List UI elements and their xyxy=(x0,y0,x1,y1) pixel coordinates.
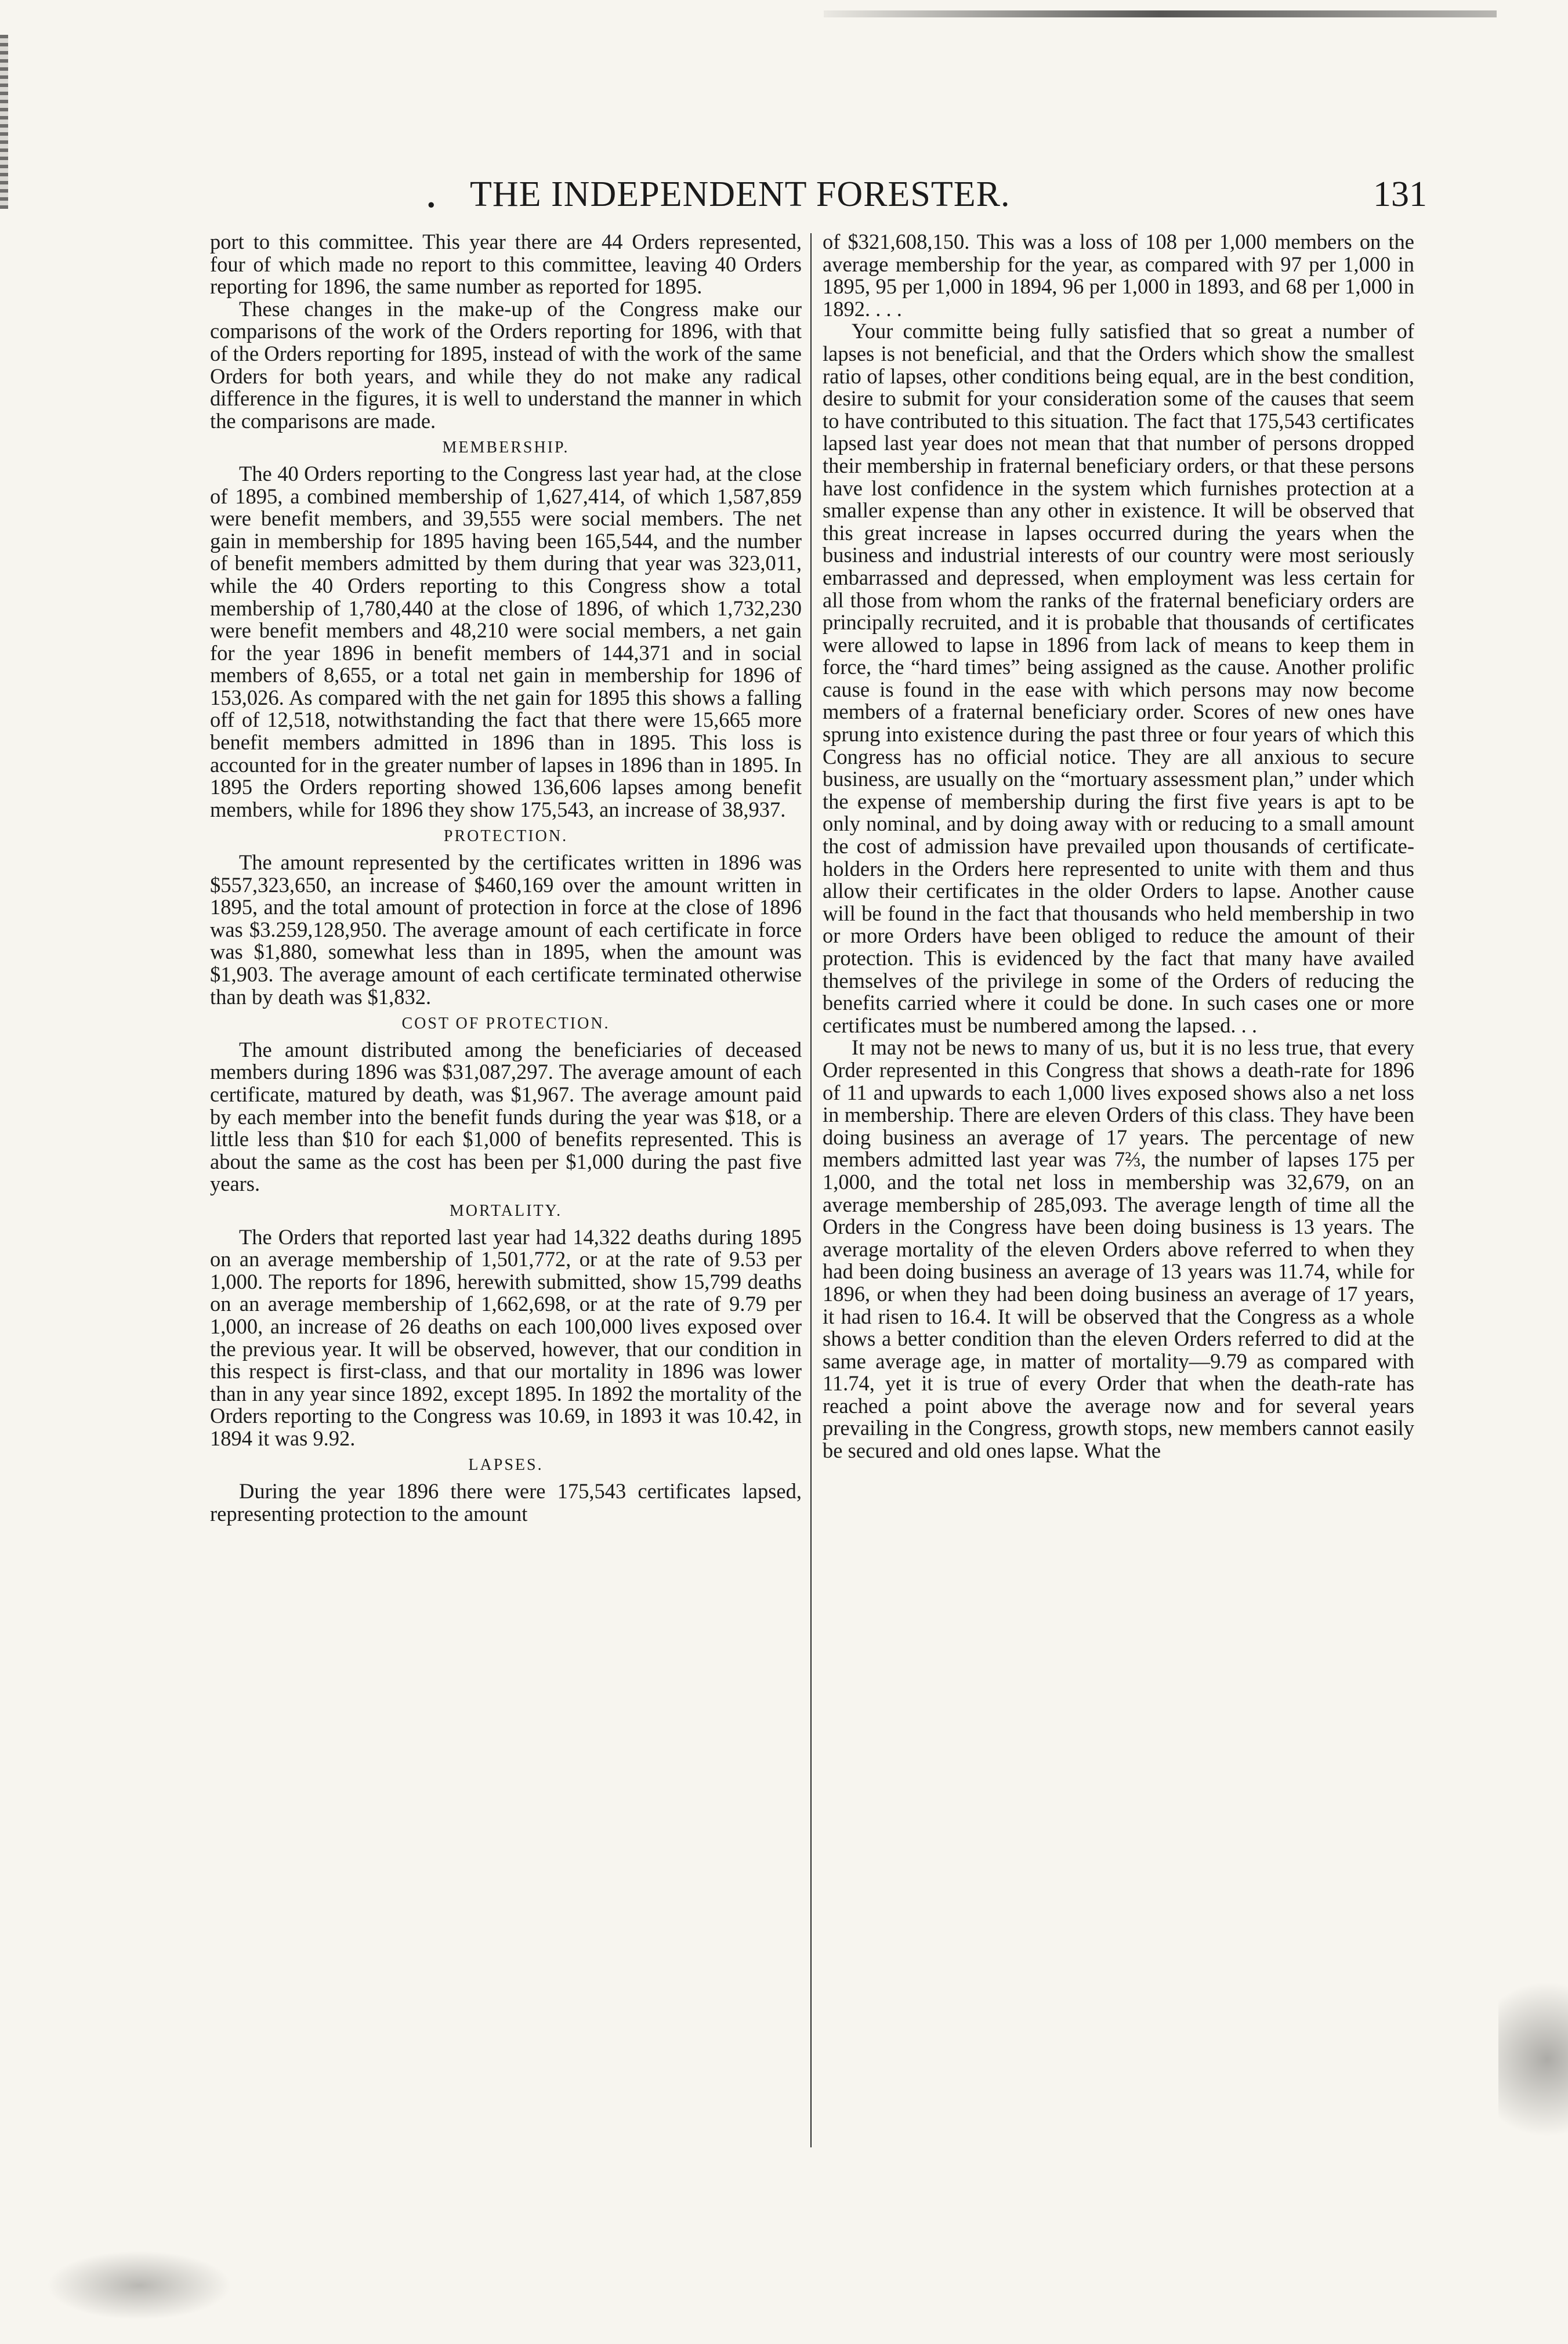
left-column xyxy=(210,231,802,1525)
paragraph: It may not be news to many of us, but it is no less true, that every Order represented in this Congress that shows a death-rate for 1896 of 11 and upwards to each 1,000 lives exposed shows also a net loss in membership. There are eleven Orders of this class. They have been doing business an average of 17 years. The percentage of new members admitted last year was 7⅔, the number of lapses 175 per 1,000, and the total net loss in membership was 32,679, on an average membership of 285,093. The average length of time all the Orders in the Congress have been doing business is 13 years. The average mortality of the eleven Orders above referred to when they had been doing business an average of 13 years was 11.74, while for 1896, or when they had been doing business an average of 17 years, it had risen to 16.4. It will be observed that the Congress as a whole shows a better condition than the eleven Orders referred to did at the same average age, in matter of mortality—9.79 as compared with 11.74, yet it is true of every Order that when the death-rate has reached a point above the average now and for several years prevailing in the Congress, growth stops, new members cannot easily be secured and old ones lapse. What the xyxy=(823,1035,1414,1463)
section-heading-mortality: MORTALITY. xyxy=(449,1201,563,1220)
column-divider xyxy=(810,233,812,2147)
header-dot: . xyxy=(427,177,436,215)
right-column xyxy=(823,231,1414,1462)
section-heading-lapses: LAPSES. xyxy=(468,1456,544,1474)
paragraph: The 40 Orders reporting to the Congress last year had, at the close of 1895, a combined membership of 1,627,414, of which 1,587,859 were benefit members, and 39,555 were social members. The net gain in membership for 1895 having been 165,544, and the number of benefit members admitted by them during that year was 323,011, while the 40 Orders reporting to this Congress show a total membership of 1,780,440 at the close of 1896, of which 1,732,230 were benefit members and 48,210 were social members, a net gain for the year 1896 in benefit members of 144,371 and in social members of 8,655, or a total net gain in membership for 1896 of 153,026. As compared with the net gain for 1895 this shows a falling off of 12,518, notwithstanding the fact that there were 15,665 more benefit members admitted in 1896 than in 1895. This loss is accounted for in the greater number of lapses in 1896 than in 1895. In 1895 the Orders reporting showed 136,606 lapses among benefit members, while for 1896 they show 175,543, an increase of 38,937. xyxy=(210,461,802,821)
left-scan-edge xyxy=(0,35,8,209)
paragraph: The Orders that reported last year had 14,322 deaths during 1895 on an average membership of 1,501,772, or at the rate of 9.53 per 1,000. The reports for 1896, herewith submitted, show 15,799 deaths on an average membership of 1,662,698, or at the rate of 9.79 per 1,000, an increase of 26 deaths on each 100,000 lives exposed over the previous year. It will be observed, however, that our condition in this respect is first-class, and that our mortality in 1896 was lower than in any year since 1892, except 1895. In 1892 the mortality of the Orders reporting to the Congress was 10.69, in 1893 it was 10.42, in 1894 it was 9.92. xyxy=(210,1224,802,1450)
right-scan-smudge xyxy=(1498,1961,1568,2158)
page-header xyxy=(197,174,1444,226)
section-heading-membership: MEMBERSHIP. xyxy=(442,439,570,457)
paragraph: These changes in the make-up of the Congress make our comparisons of the work of the Orders reporting for 1896, with that of the Orders reporting for 1895, instead of with the work of the same Orders for both years, and while they do not make any radical difference in the figures, it is well to understand the manner in which the comparisons are made. xyxy=(210,296,802,433)
top-print-rule xyxy=(824,10,1497,17)
running-title: THE INDEPENDENT FORESTER. xyxy=(470,175,1011,214)
paragraph: The amount distributed among the beneficiaries of deceased members during 1896 was $31,087,297. The average amount of each certificate, matured by death, was $1,967. The average amount paid by each member into the benefit funds during the year was $18, or a little less than $10 for each $1,000 of benefits represented. This is about the same as the cost has been per $1,000 during the past five years. xyxy=(210,1037,802,1196)
paragraph: The amount represented by the certificates written in 1896 was $557,323,650, an increase of $460,169 over the amount written in 1895, and the total amount of protection in force at the close of 1896 was $3.259,128,950. The average amount of each certificate in force was $1,880, somewhat less than in 1895, when the amount was $1,903. The average amount of each certificate terminated otherwise than by death was $1,832. xyxy=(210,850,802,1009)
paragraph: port to this committee. This year there are 44 Orders represented, four of which made no report to this committee, leaving 40 Orders reporting for 1896, the same number as reported for 1895. xyxy=(210,230,802,299)
paragraph: of $321,608,150. This was a loss of 108 per 1,000 members on the average membership for the year, as compared with 97 per 1,000 in 1895, 95 per 1,000 in 1894, 96 per 1,000 in 1893, and 68 per 1,000 in 1892. . . . xyxy=(823,230,1414,321)
bottom-left-scan-smudge xyxy=(46,2251,232,2320)
page-number: 131 xyxy=(1373,175,1427,214)
section-heading-cost-of-protection: COST OF PROTECTION. xyxy=(401,1015,610,1033)
section-heading-protection: PROTECTION. xyxy=(443,827,568,846)
paragraph: During the year 1896 there were 175,543 certificates lapsed, representing protection to the amount xyxy=(210,1479,802,1526)
paragraph: Your committe being fully satisfied that so great a number of lapses is not beneficial, and that the Orders which show the smallest ratio of lapses, other conditions being equal, are in the best condition, desire to submit for your consideration some of the causes that seem to have contributed to this situation. The fact that 175,543 certificates lapsed last year does not mean that that number of persons dropped their membership in fraternal beneficiary orders, or that these persons have lost confidence in the system which furnishes protection at a smaller expense than any other in existence. It will be observed that this great increase in lapses occurred during the years when the business and industrial interests of our country were most seriously embarrassed and depressed, when employment was less certain for all those from whom the ranks of the fraternal beneficiary orders are principally recruited, and it is probable that thousands of certificates were allowed to lapse in 1896 from lack of means to keep them in force, the “hard times” being assigned as the cause. Another prolific cause is found in the ease with which persons may now become members of a fraternal beneficiary order. Scores of new ones have sprung into existence during the past three or four years of which this Congress has no official notice. They are all anxious to secure business, are usually on the “mortuary assessment plan,” under which the expense of membership during the first five years is apt to be only nominal, and by doing away with or reducing to a small amount the cost of admission have prevailed upon thousands of certificate-holders in the Orders here represented to unite with them and thus allow their certificates in the older Orders to lapse. Another cause will be found in the fact that thousands who held membership in two or more Orders have been obliged to reduce the amount of their protection. This is evidenced by the fact that many have availed themselves of the privilege in some of the Orders of reducing the benefits carried where it could be done. In such cases one or more certificates must be numbered among the lapsed. . . xyxy=(823,319,1414,1037)
